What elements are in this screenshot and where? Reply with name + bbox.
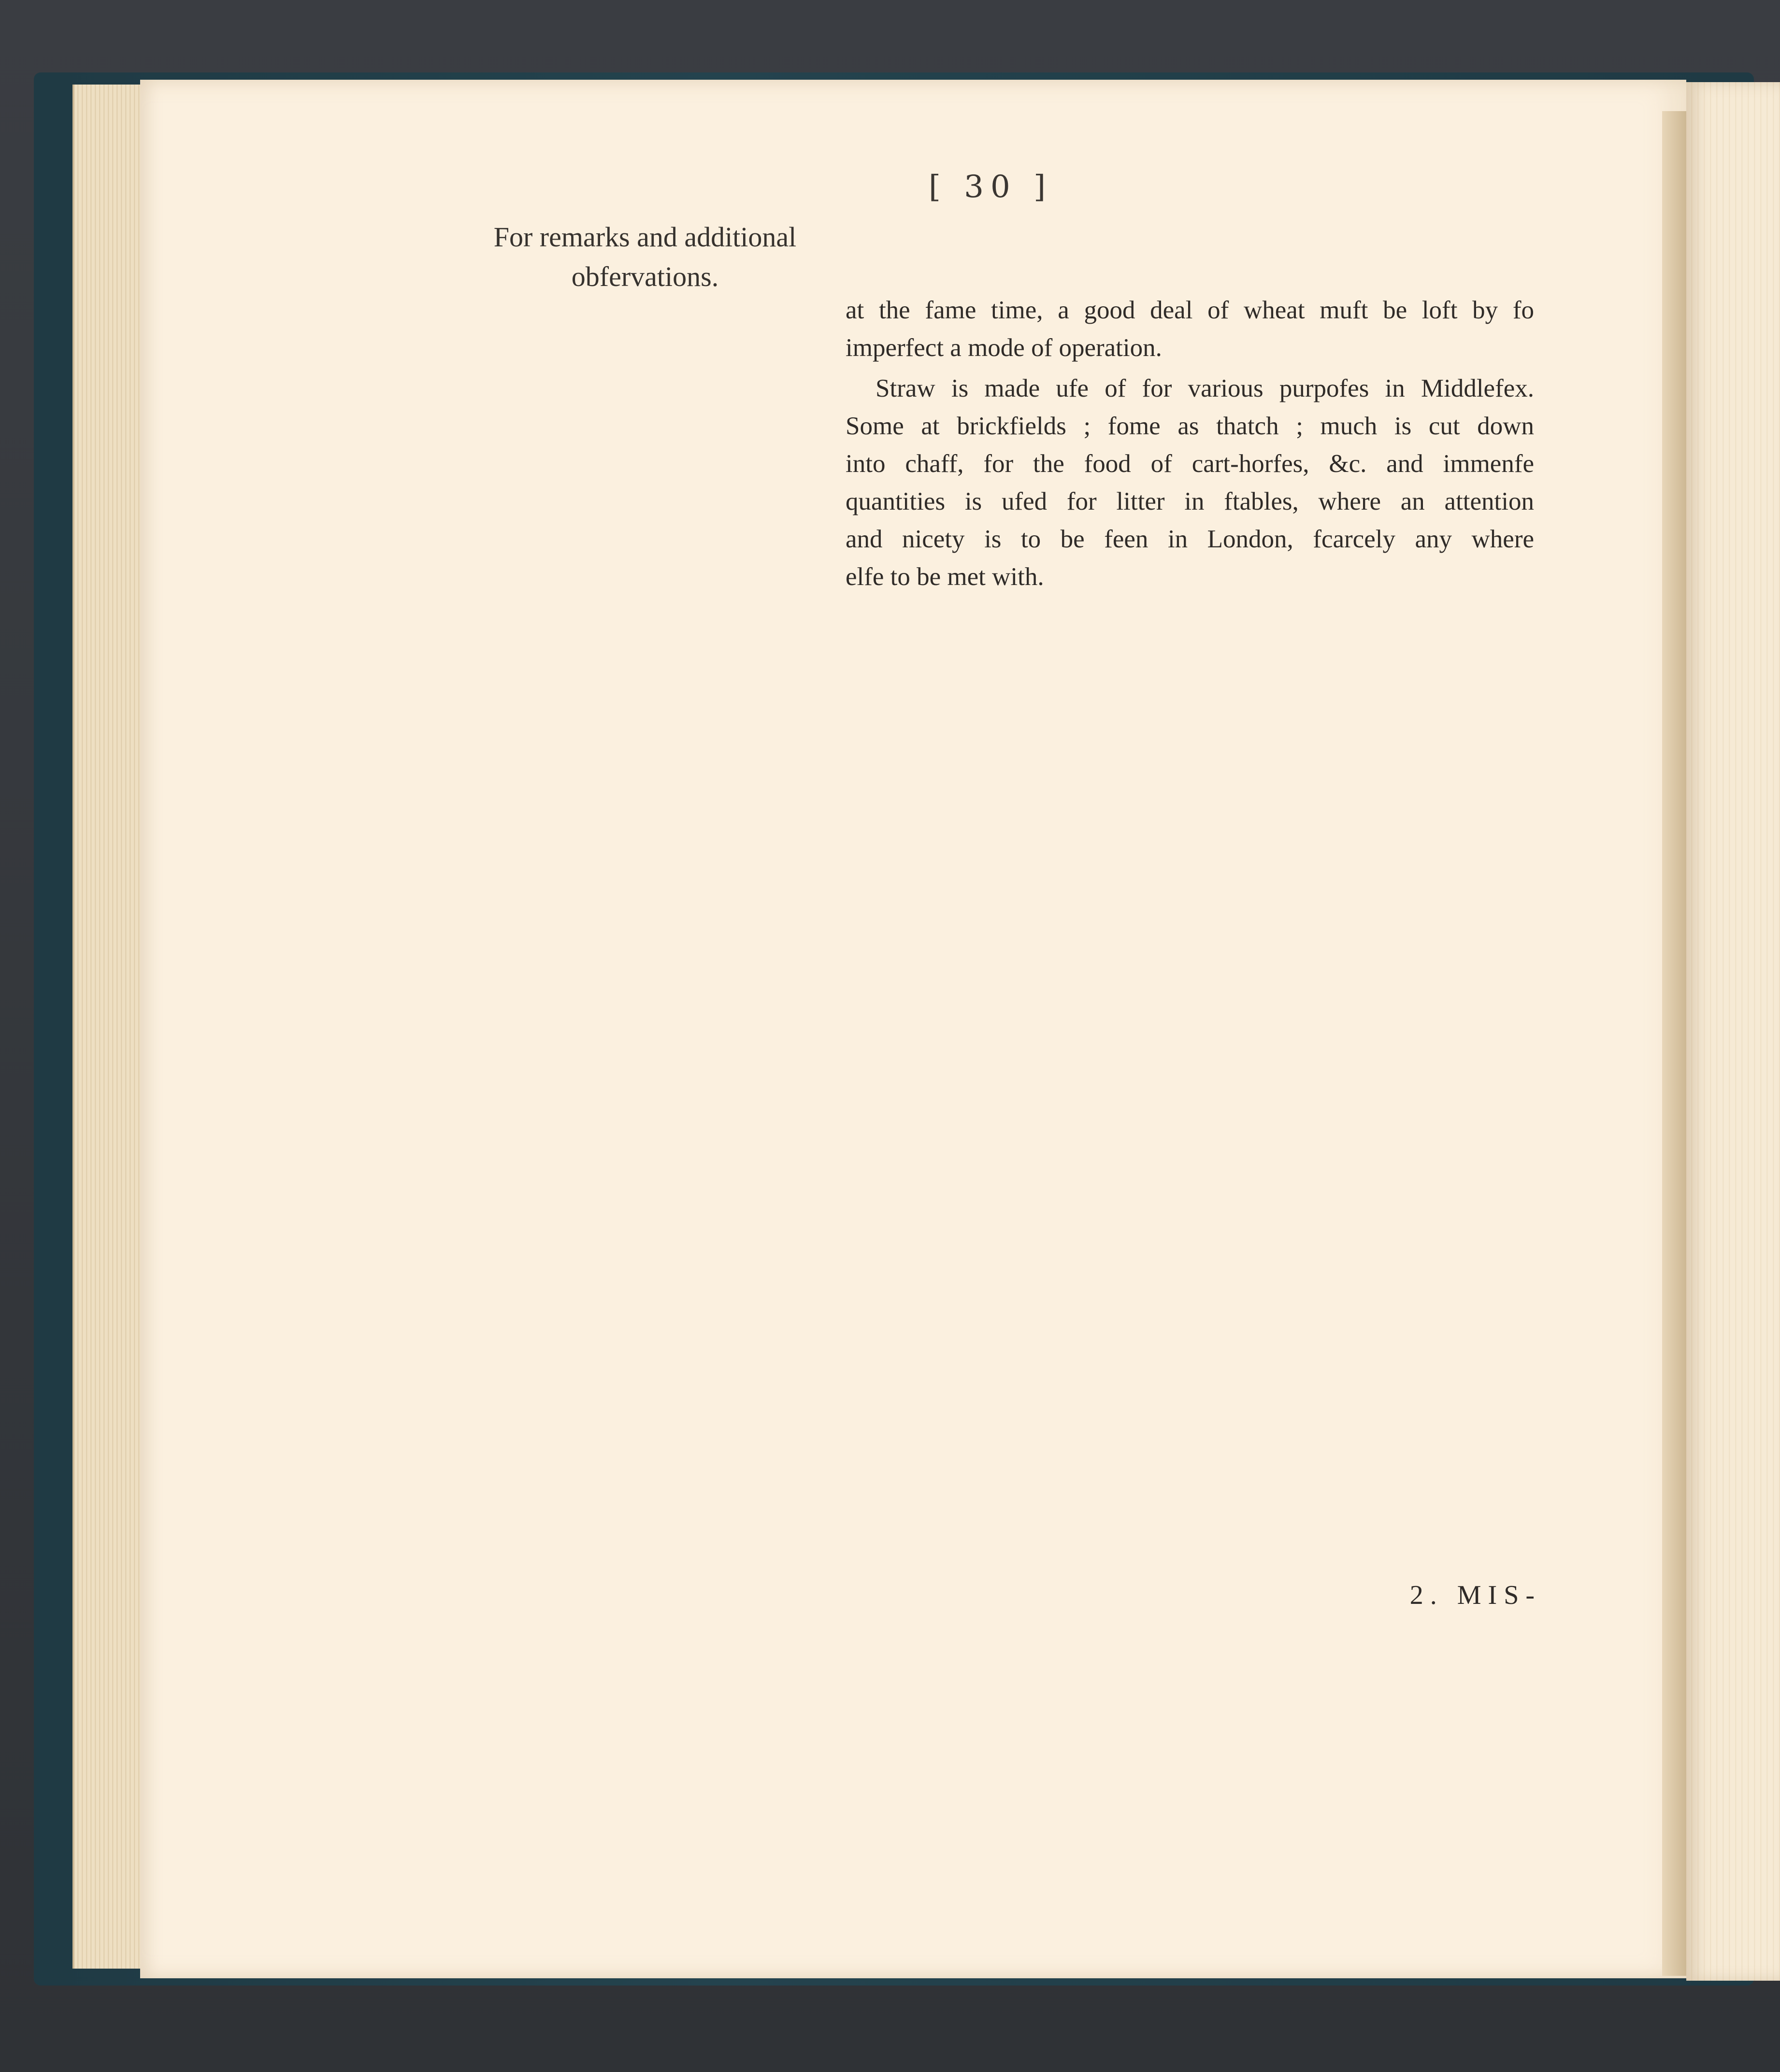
text-line: and nicety is to be feen in London, fcarcely any where (846, 525, 1534, 553)
text-line: Straw is made ufe of for various purpofes in Middlefex. (876, 374, 1534, 402)
paragraph (846, 370, 1534, 596)
paragraph (846, 291, 1534, 367)
text-line: imperfect a mode of operation. (846, 334, 1162, 362)
body-text (846, 291, 1534, 596)
text-line: quantities is ufed for litter in ftables, where an attention (846, 487, 1534, 515)
page-number: [ 30 ] (928, 169, 1053, 205)
margin-note-line: For remarks and additional (493, 221, 797, 253)
page-stack-edge (72, 85, 147, 1969)
page-gutter-shadow (1662, 111, 1686, 1976)
catchword: 2. MIS- (1409, 1580, 1541, 1610)
text-line: into chaff, for the food of cart-horfes, &c. and immenfe (846, 450, 1534, 478)
text-line: elfe to be met with. (846, 563, 1044, 591)
facing-page-edge (1686, 82, 1780, 1981)
margin-note-line: obfervations. (571, 261, 719, 292)
margin-note (435, 217, 855, 297)
text-line: Some at brickfields ; fome as thatch ; much is cut down (846, 412, 1534, 440)
text-line: at the fame time, a good deal of wheat muft be loft by fo (846, 296, 1534, 324)
